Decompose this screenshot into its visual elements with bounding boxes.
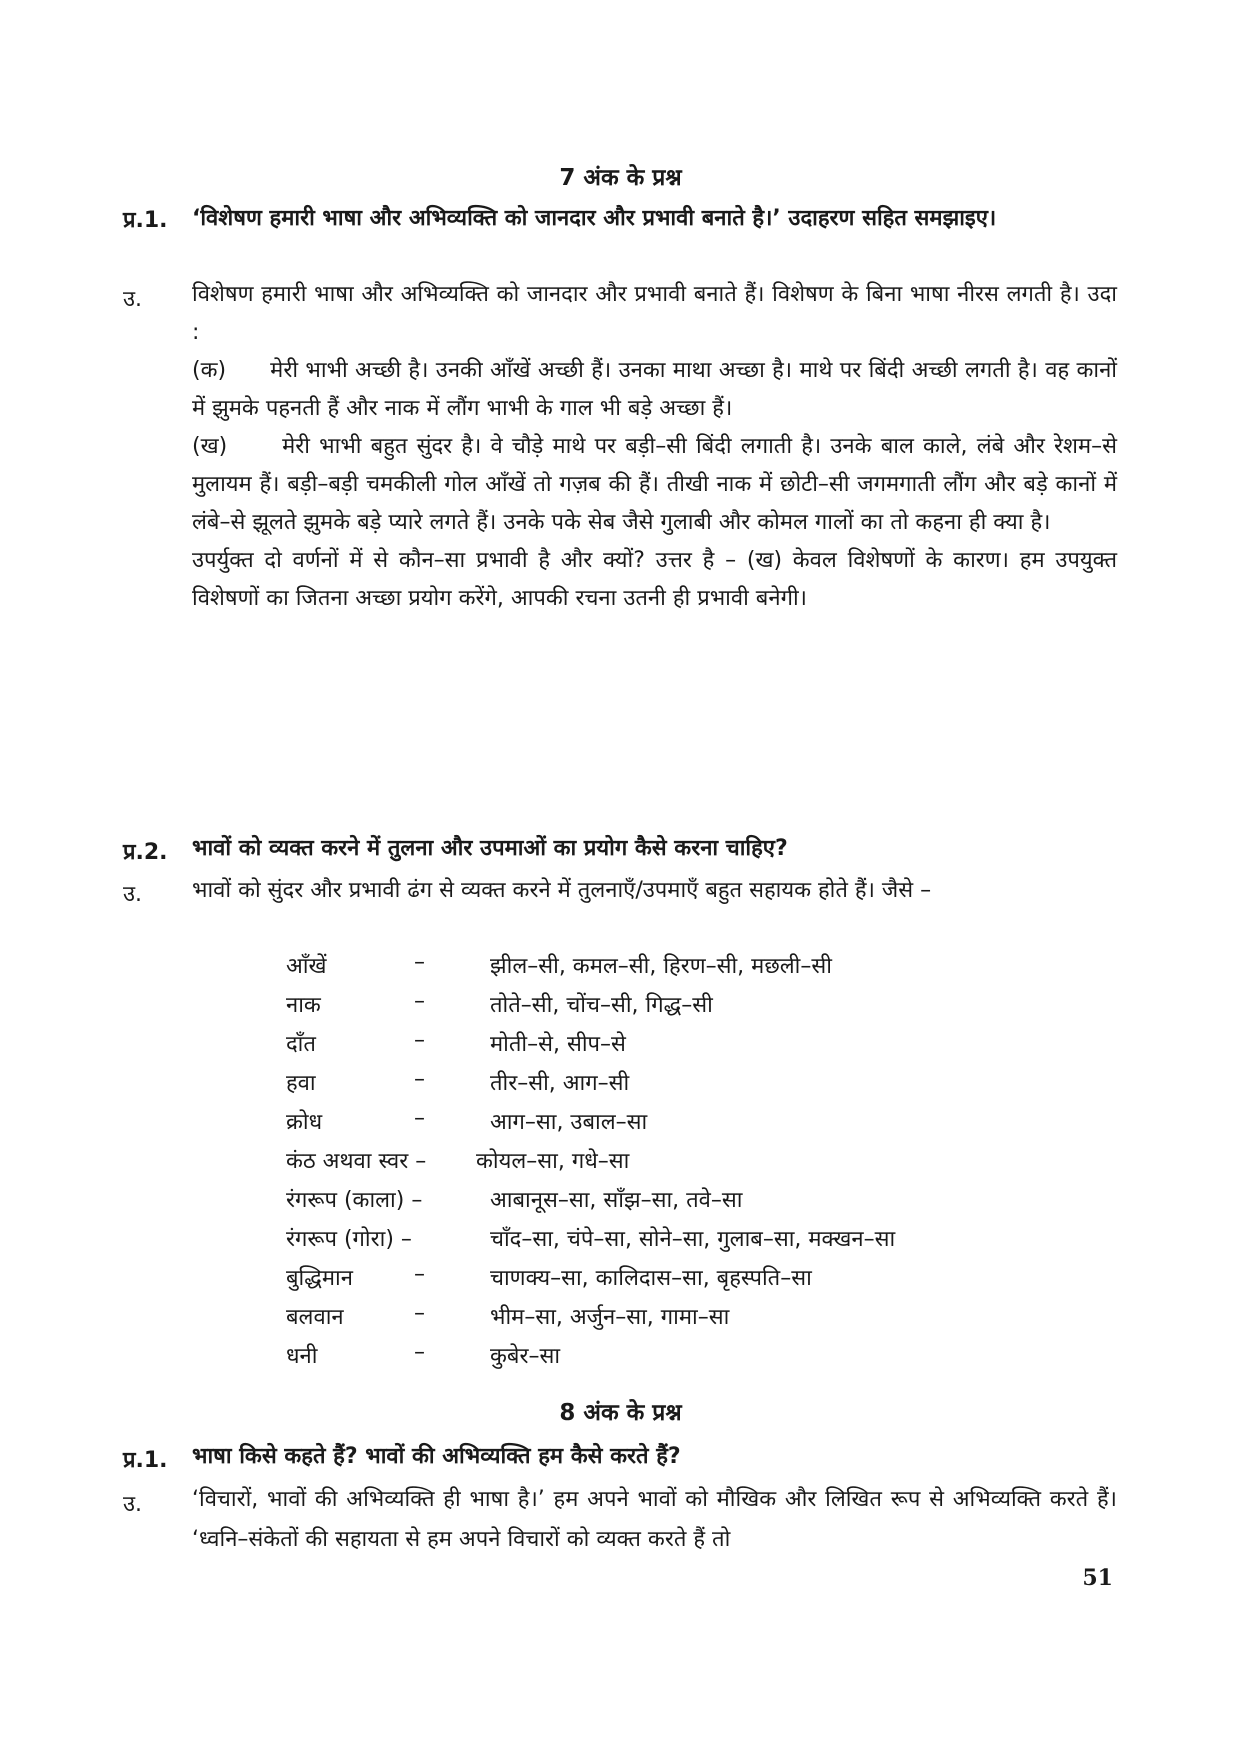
question-label: प्र.2.: [123, 840, 168, 865]
comparison-values: कोयल–सा, गधे–सा: [476, 1149, 630, 1174]
question-label: प्र.1.: [123, 1448, 168, 1473]
comparison-dash: –: [414, 1106, 425, 1131]
comparison-dash: –: [414, 1028, 425, 1053]
comparison-term: क्रोध: [286, 1110, 323, 1135]
comparison-term: बलवान: [286, 1305, 344, 1330]
answer-conclusion: उपर्युक्त दो वर्णनों में से कौन–सा प्रभावी है और क्यों? उत्तर है – (ख) केवल विशेषणों के कारण। हम उपयुक्त विशेषणों का जितना अच्छा प्रयोग करेंगे, आपकी रचना उतनी ही प्रभावी बनेगी।: [192, 548, 1117, 611]
comparison-values: तीर–सी, आग–सी: [490, 1071, 630, 1096]
comparison-dash: –: [414, 1067, 425, 1092]
question-text: भावों को व्यक्त करने में तुलना और उपमाओं का प्रयोग कैसे करना चाहिए?: [192, 836, 788, 861]
comparison-dash: –: [414, 950, 425, 975]
comparison-dash: –: [414, 1340, 425, 1365]
comparison-values: तोते–सी, चोंच–सी, गिद्ध–सी: [490, 993, 713, 1018]
comparison-term: हवा: [286, 1071, 316, 1096]
comparison-values: भीम–सा, अर्जुन–सा, गामा–सा: [490, 1305, 730, 1330]
comparison-term: कंठ अथवा स्वर –: [286, 1149, 427, 1174]
page-number: 51: [1082, 1565, 1113, 1591]
question-text: ‘विशेषण हमारी भाषा और अभिव्यक्ति को जानदार और प्रभावी बनाते है।’ उदाहरण सहित समझाइए।: [192, 206, 997, 231]
comparison-term: नाक: [286, 993, 321, 1018]
comparison-term: धनी: [286, 1344, 318, 1369]
comparison-values: कुबेर–सा: [490, 1344, 561, 1369]
answer-label: उ.: [123, 882, 143, 907]
section-heading-8-marks: 8 अंक के प्रश्न: [559, 1400, 682, 1426]
answer-label: उ.: [123, 287, 143, 312]
comparison-term: रंगरूप (काला) –: [286, 1188, 423, 1213]
answer-text: ‘विचारों, भावों की अभिव्यक्ति ही भाषा है।’ हम अपने भावों को मौखिक और लिखित रूप से अभिव्यक्ति करते हैं। ‘ध्वनि–संकेतों की सहायता से हम अपने विचारों को व्यक्त करते हैं तो: [192, 1487, 1117, 1552]
comparison-values: चाँद–सा, चंपे–सा, सोने–सा, गुलाब–सा, मक्खन–सा: [490, 1227, 896, 1252]
comparison-term: दाँत: [286, 1032, 316, 1057]
question-label: प्र.1.: [123, 208, 168, 233]
comparison-values: चाणक्य–सा, कालिदास–सा, बृहस्पति–सा: [490, 1266, 812, 1291]
comparison-values: आग–सा, उबाल–सा: [490, 1110, 648, 1135]
comparison-dash: –: [414, 989, 425, 1014]
question-text: भाषा किसे कहते हैं? भावों की अभिव्यक्ति हम कैसे करते हैं?: [192, 1444, 681, 1469]
comparison-values: मोती–से, सीप–से: [490, 1032, 626, 1057]
comparison-values: झील–सी, कमल–सी, हिरण–सी, मछली–सी: [490, 954, 832, 979]
example-ka: (क) मेरी भाभी अच्छी है। उनकी आँखें अच्छी हैं। उनका माथा अच्छा है। माथे पर बिंदी अच्छी लगती है। वह कानों में झुमके पहनती हैं और नाक में लौंग भाभी के गाल भी बड़े अच्छा हैं।: [192, 358, 1124, 421]
comparison-term: बुद्धिमान: [286, 1266, 353, 1291]
section-heading-7-marks: 7 अंक के प्रश्न: [559, 165, 682, 191]
answer-block: [192, 276, 1124, 618]
comparison-term: आँखें: [286, 954, 327, 979]
comparison-dash: –: [414, 1262, 425, 1287]
answer-intro: विशेषण हमारी भाषा और अभिव्यक्ति को जानदार और प्रभावी बनाते हैं। विशेषण के बिना भाषा नीरस लगती है। उदा :: [192, 282, 1117, 345]
comparison-term: रंगरूप (गोरा) –: [286, 1227, 412, 1252]
comparison-dash: –: [414, 1301, 425, 1326]
comparison-values: आबानूस–सा, साँझ–सा, तवे–सा: [490, 1188, 743, 1213]
answer-label: उ.: [123, 1492, 143, 1517]
example-kha: (ख) मेरी भाभी बहुत सुंदर है। वे चौड़े माथे पर बड़ी–सी बिंदी लगाती है। उनके बाल काले, लंबे और रेशम–से मुलायम हैं। बड़ी–बड़ी चमकीली गोल आँखें तो गज़ब की हैं। तीखी नाक में छोटी–सी जगमगाती लौंग और बड़े कानों में लंबे–से झूलते झुमके बड़े प्यारे लगते हैं। उनके पके सेब जैसे गुलाबी और कोमल गालों का तो कहना ही क्या है।: [192, 434, 1124, 535]
answer-intro: भावों को सुंदर और प्रभावी ढंग से व्यक्त करने में तुलनाएँ/उपमाएँ बहुत सहायक होते हैं। जैसे –: [192, 878, 932, 903]
